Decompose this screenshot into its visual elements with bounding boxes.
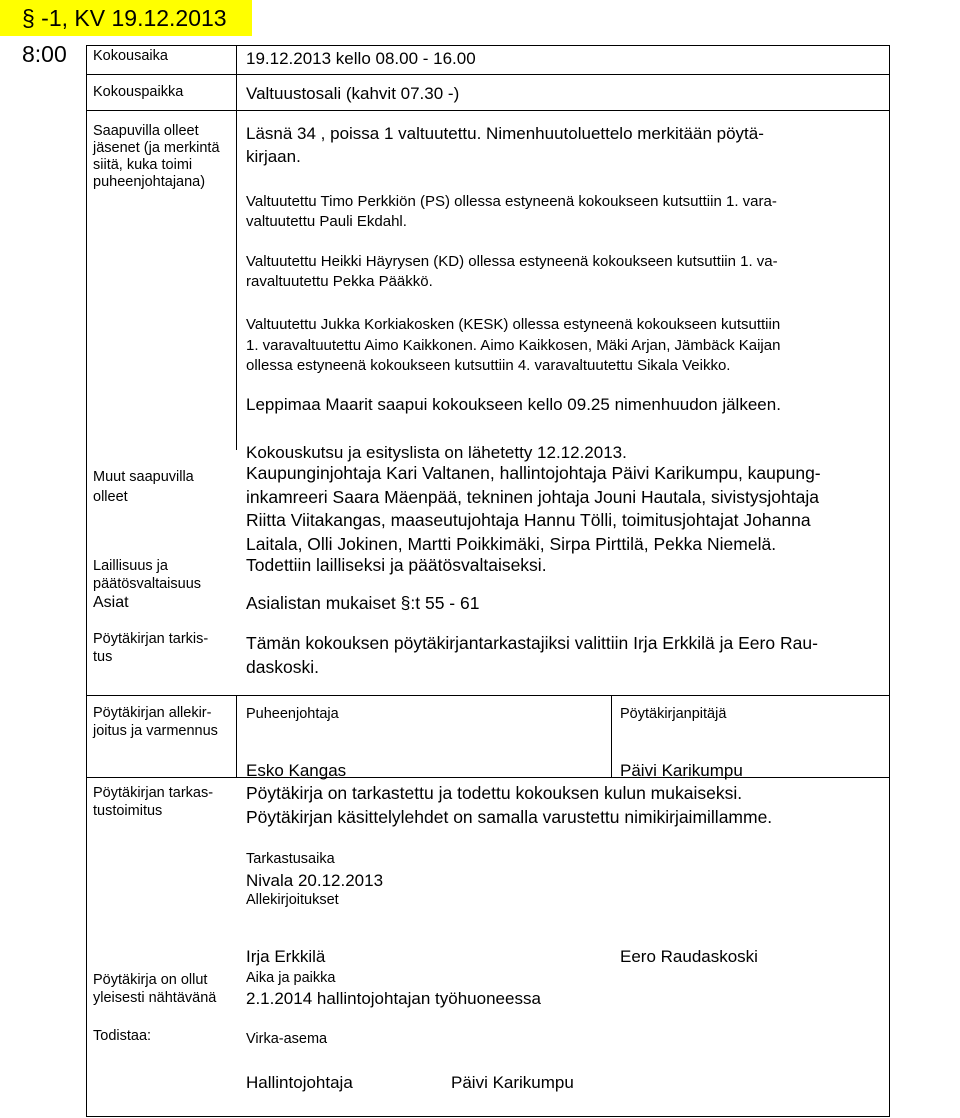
invitation-note: Kokouskutsu ja esityslista on lähetetty 12.12.2013. — [246, 443, 627, 462]
position-label: Virka-asema — [246, 1031, 328, 1047]
row-divider — [86, 74, 890, 75]
signatures-label: Allekirjoitukset — [246, 892, 339, 908]
chair-title: Puheenjohtaja — [246, 706, 339, 722]
row-divider — [86, 1116, 890, 1117]
document-header-title: § -1, KV 19.12.2013 8:00 — [22, 5, 227, 67]
allekirjoitus-label: Pöytäkirjan allekir- joitus ja varmennus — [93, 705, 218, 739]
tarkistus-value: Tämän kokouksen pöytäkirjantarkastajiksi valittiin Irja Erkkilä ja Eero Rau- daskoski. — [246, 633, 818, 677]
substitute-note-1: Valtuutettu Timo Perkkiön (PS) ollessa estyneenä kokoukseen kutsuttiin 1. vara- valtuutettu Pauli Ekdahl. — [246, 193, 777, 230]
kokousaika-value: 19.12.2013 kello 08.00 - 16.00 — [246, 49, 476, 68]
laillisuus-value: Todettiin lailliseksi ja päätösvaltaiseksi. — [246, 555, 547, 575]
tarkastustoimitus-label: Pöytäkirjan tarkas- tustoimitus — [93, 785, 214, 819]
substitute-note-2: Valtuutettu Heikki Häyrysen (KD) ollessa estyneenä kokoukseen kutsuttiin 1. va- ravaltuutettu Pekka Pääkkö. — [246, 253, 778, 290]
laillisuus-label: Laillisuus ja päätösvaltaisuus — [93, 558, 202, 592]
kokousaika-label: Kokousaika — [93, 48, 168, 64]
secretary-title: Pöytäkirjanpitäjä — [620, 706, 727, 722]
label-column-divider — [236, 45, 237, 450]
inspector-1-name: Irja Erkkilä — [246, 947, 326, 966]
muut-saapuvilla-label: Muut saapuvilla olleet — [93, 469, 194, 505]
time-place-label: Aika ja paikka — [246, 970, 336, 986]
substitute-note-3: Valtuutettu Jukka Korkiakosken (KESK) ollessa estyneenä kokoukseen kutsuttiin 1. varavaltuutettu Aimo Kaikkonen. Aimo Kaikkosen, Mäki Arjan, Jämbäck Kaijan ollessa estyneenä kokoukseen kutsuttiin 4. varavaltuutettu Sikala Veikko. — [246, 316, 781, 374]
secretary-name: Päivi Karikumpu — [620, 761, 743, 780]
time-place-value: 2.1.2014 hallintojohtajan työhuoneessa — [246, 989, 541, 1008]
signature-column-divider — [236, 695, 237, 777]
attendance-text: Läsnä 34 , poissa 1 valtuutettu. Nimenhuutoluettelo merkitään pöytä- kirjaan. — [246, 124, 764, 166]
inspector-2-name: Eero Raudaskoski — [620, 947, 758, 966]
inspection-date-value: Nivala 20.12.2013 — [246, 871, 384, 890]
muut-saapuvilla-value: Kaupunginjohtaja Kari Valtanen, hallintojohtaja Päivi Karikumpu, kaupung- inkamreeri Saara Mäenpää, tekninen johtaja Jouni Hautala, sivistysjohtaja Riitta Viitakangas, maaseutujohtaja Hannu Tölli, toimitusjohtajat Johanna Laitala, Olli Jokinen, Martti Poikkimäki, Sirpa Pirttilä, Pekka Niemelä. — [246, 463, 821, 554]
row-divider — [86, 695, 890, 696]
todistaa-label: Todistaa: — [93, 1028, 152, 1044]
late-arrival-note: Leppimaa Maarit saapui kokoukseen kello 09.25 nimenhuudon jälkeen. — [246, 395, 781, 414]
kokouspaikka-value: Valtuustosali (kahvit 07.30 -) — [246, 84, 460, 103]
saapuvilla-label: Saapuvilla olleet jäsenet (ja merkintä siitä, kuka toimi puheenjohtajana) — [93, 123, 220, 190]
asiat-value: Asialistan mukaiset §:t 55 - 61 — [246, 593, 480, 613]
inspection-date-label: Tarkastusaika — [246, 851, 335, 867]
row-divider — [86, 110, 890, 111]
table-left-border — [86, 45, 87, 1116]
table-top-border — [86, 45, 890, 46]
row-divider — [86, 777, 890, 778]
signature-middle-divider — [611, 695, 612, 777]
attesting-signer: Päivi Karikumpu — [451, 1073, 574, 1092]
position-value: Hallintojohtaja — [246, 1073, 353, 1092]
nahtavana-label: Pöytäkirja on ollut yleisesti nähtävänä — [93, 972, 217, 1006]
inspection-statement: Pöytäkirja on tarkastettu ja todettu kokouksen kulun mukaiseksi. Pöytäkirjan käsittelylehdet on samalla varustettu nimikirjaimillamme. — [246, 783, 773, 827]
kokouspaikka-label: Kokouspaikka — [93, 84, 184, 100]
table-right-border — [889, 45, 890, 1116]
tarkistus-label: Pöytäkirjan tarkis- tus — [93, 631, 209, 665]
asiat-label: Asiat — [93, 594, 129, 611]
chair-name: Esko Kangas — [246, 761, 347, 780]
